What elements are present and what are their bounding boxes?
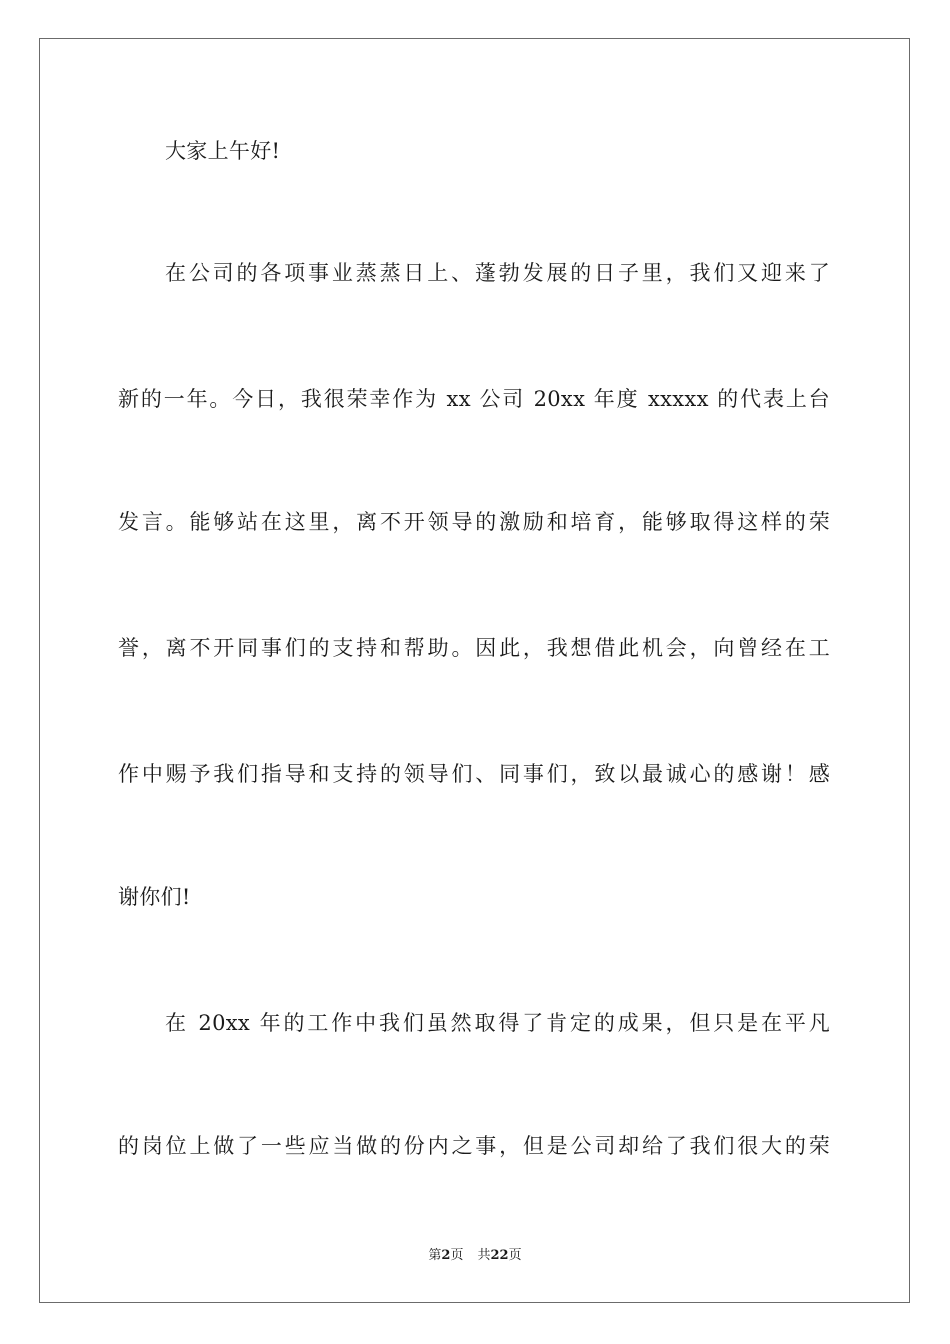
- total-pages-suffix: 页: [508, 1248, 522, 1263]
- paragraph-line: 的岗位上做了一些应当做的份内之事，但是公司却给了我们很大的荣: [118, 1134, 830, 1158]
- total-page-count: 22: [490, 1248, 509, 1263]
- paragraph-line: 在 20xx 年的工作中我们虽然取得了肯定的成果，但只是在平凡: [165, 1011, 830, 1035]
- paragraph-line: 发言。能够站在这里，离不开领导的激励和培育，能够取得这样的荣: [118, 510, 830, 534]
- page-number-suffix: 页: [450, 1248, 464, 1263]
- total-pages-prefix: 共: [477, 1248, 491, 1263]
- paragraph-line: 作中赐予我们指导和支持的领导们、同事们，致以最诚心的感谢！感: [118, 762, 830, 786]
- page-number-prefix: 第: [428, 1248, 442, 1263]
- paragraph-line: 誉，离不开同事们的支持和帮助。因此，我想借此机会，向曾经在工: [118, 636, 830, 660]
- paragraph-line: 在公司的各项事业蒸蒸日上、蓬勃发展的日子里，我们又迎来了: [165, 261, 830, 285]
- page-frame: [39, 38, 910, 1303]
- greeting-line: 大家上午好!: [165, 139, 281, 163]
- page-footer: [0, 1247, 950, 1265]
- paragraph-line: 谢你们!: [118, 885, 191, 909]
- current-page-number: 2: [441, 1248, 451, 1263]
- paragraph-line: 新的一年。今日，我很荣幸作为 xx 公司 20xx 年度 xxxxx 的代表上台: [118, 387, 830, 411]
